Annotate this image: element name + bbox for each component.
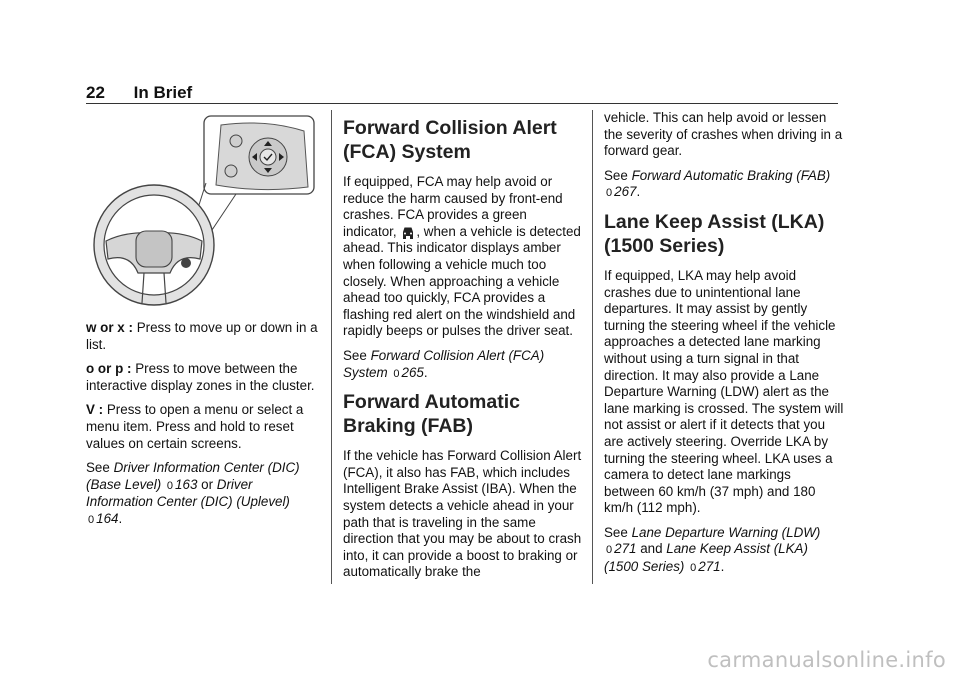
or-text: or	[201, 476, 214, 492]
column-divider-1	[331, 110, 332, 584]
or-text: or	[97, 361, 112, 377]
fca-text-a: If equipped, FCA may help avoid or reduce the harm caused by front-end crashes. FCA provides a green indicator,	[343, 174, 563, 239]
see-text: See	[604, 524, 628, 540]
column-2	[343, 110, 583, 589]
link-dic-uplevel[interactable]: Driver Information Center (DIC) (Uplevel)	[86, 476, 290, 510]
lka-paragraph: If equipped, LKA may help avoid crashes due to unintentional lane departures. It may assist by gently turning the steering wheel if the vehicle approaches a detected lane marking without using a turn signal in that direction. It may also provide a Lane Departure Warning (LDW) alert as the lane marking is crossed. The system will not assist or alert if it detects that you are actively steering. Override LKA by turning the steering wheel. LKA uses a camera to detect lane markings between 60 km/h (37 mph) and 180 km/h (112 mph).	[604, 267, 844, 516]
page-ref-163[interactable]: 163	[175, 476, 198, 492]
period: .	[636, 184, 641, 200]
period: .	[720, 559, 725, 575]
link-dic-base[interactable]: Driver Information Center (DIC) (Base Level)	[86, 460, 300, 492]
page-ref-267[interactable]: 267	[614, 184, 637, 200]
item-up-down	[86, 320, 318, 353]
fab-continued: vehicle. This can help avoid or lessen the severity of crashes when driving in a forward gear.	[604, 110, 843, 159]
heading-fca: Forward Collision Alert (FCA) System	[343, 117, 557, 163]
item-select	[86, 402, 318, 452]
colon: :	[126, 361, 132, 377]
header-rule	[86, 103, 838, 104]
up-arrow-symbol: w	[86, 320, 97, 335]
and-text: and	[640, 541, 663, 557]
item-left-right	[86, 361, 318, 394]
see-dic	[86, 460, 318, 528]
see-lka	[604, 525, 844, 577]
see-text: See	[343, 347, 367, 363]
period: .	[118, 510, 123, 526]
see-text: See	[86, 460, 110, 476]
steering-wheel-controls-illustration	[86, 113, 318, 323]
checkmark-symbol: V	[86, 402, 95, 418]
left-arrow-symbol: o	[86, 361, 95, 377]
fca-paragraph	[343, 174, 583, 340]
see-fca	[343, 348, 583, 382]
page-ref-arrow: 0	[606, 187, 613, 200]
fab-paragraph: If the vehicle has Forward Collision Alert (FCA), it also has FAB, which includes Intelligent Brake Assist (IBA). When the system detects a vehicle ahead in your path that is traveling in the same direction that you may be about to crash into, it can provide a boost to braking or automatically brake the	[343, 448, 582, 580]
page-ref-arrow: 0	[88, 513, 95, 526]
item-select-text: Press to open a menu or select a menu item. Press and hold to reset values on certain screens.	[86, 402, 304, 451]
car-ahead-icon	[401, 226, 415, 239]
page-ref-271[interactable]: 271	[614, 541, 637, 557]
see-fab	[604, 168, 844, 202]
fca-text-b: , when a vehicle is detected ahead. This indicator displays amber when following a vehicle much too closely. When approaching a vehicle ahead too quickly, FCA provides a flashing red alert on the windshield and rapidly beeps or pulses the driver seat.	[343, 223, 581, 339]
item-up-down-text: Press to move up or down in a list.	[86, 320, 318, 352]
section-title: In Brief	[133, 83, 193, 102]
column-1	[86, 320, 318, 537]
page-ref-arrow: 0	[606, 544, 613, 557]
period: .	[423, 364, 428, 380]
column-divider-2	[592, 110, 593, 584]
link-fab[interactable]: Forward Automatic Braking (FAB)	[631, 167, 831, 183]
page-ref-265[interactable]: 265	[401, 364, 424, 380]
page-header	[86, 83, 192, 103]
item-left-right-text: Press to move between the interactive display zones in the cluster.	[86, 361, 315, 393]
page-ref-arrow: 0	[166, 479, 174, 492]
heading-lka: Lane Keep Assist (LKA) (1500 Series)	[604, 210, 825, 257]
down-arrow-symbol: x	[117, 320, 125, 335]
page-number: 22	[86, 83, 105, 102]
watermark: carmanualsonline.info	[707, 648, 946, 672]
link-lka[interactable]: Lane Keep Assist (LKA) (1500 Series)	[604, 541, 808, 575]
page-ref-arrow: 0	[690, 562, 697, 575]
see-text: See	[604, 167, 628, 183]
colon: :	[98, 402, 104, 418]
link-fca[interactable]: Forward Collision Alert (FCA) System	[343, 347, 545, 380]
page-ref-271b[interactable]: 271	[698, 559, 721, 575]
page-ref-164[interactable]: 164	[96, 510, 119, 526]
column-3	[604, 110, 844, 585]
or-text: or	[100, 320, 114, 335]
right-arrow-symbol: p	[115, 361, 124, 377]
colon: :	[128, 320, 133, 335]
heading-fab: Forward Automatic Braking (FAB)	[343, 391, 520, 438]
page-ref-arrow: 0	[393, 367, 400, 380]
link-ldw[interactable]: Lane Departure Warning (LDW)	[631, 524, 821, 540]
